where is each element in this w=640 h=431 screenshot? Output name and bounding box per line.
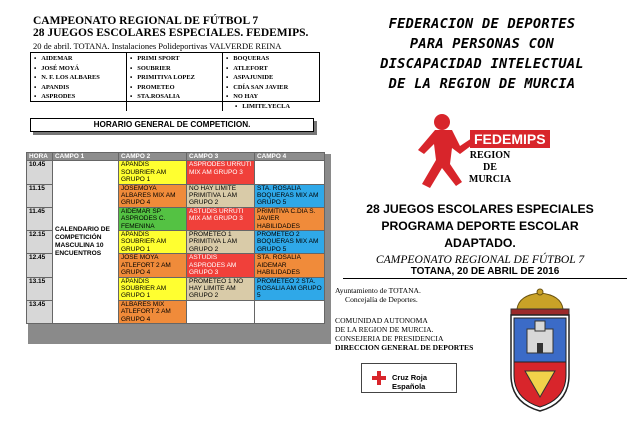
schedule-header-row: [27, 153, 325, 161]
col-header-campo4: CAMPO 4: [255, 153, 325, 161]
team-item: ▪ PRIMI SPORT: [130, 54, 222, 64]
region-line: DE: [483, 162, 497, 173]
match-cell: APANDIS SOUBRIER AM GRUPO 1: [119, 231, 187, 254]
organizer-ayuntamiento: [335, 286, 421, 304]
match-cell: STA. ROSALIA AIDEMAR HABILIDADES: [255, 254, 325, 277]
match-cell: ALBARES MIX ATLEFORT 2 AM GRUPO 4: [119, 300, 187, 323]
organizer-comunidad: [335, 316, 473, 352]
match-cell: PROMETEO 2 BOQUERAS MIX AM GRUPO 5: [255, 231, 325, 254]
team-item: ▪ BOQUERAS: [226, 54, 319, 64]
federation-heading-4: DE LA REGION DE MURCIA: [388, 76, 576, 92]
match-cell: ASTUDIS ASPRODES AM GRUPO 3: [187, 254, 255, 277]
championship-title: CAMPEONATO REGIONAL DE FÚTBOL 7: [375, 253, 585, 266]
hour-cell: 12.45: [27, 254, 53, 277]
left-title-2: 28 JUEGOS ESCOLARES ESPECIALES. FEDEMIPS.: [33, 27, 309, 39]
match-cell: STA. ROSALIA BOQUERAS MIX AM GRUPO 5: [255, 184, 325, 207]
totana-coat-of-arms-icon: [505, 287, 575, 413]
schedule-header: HORARIO GENERAL DE COMPETICION.: [30, 118, 314, 132]
team-item: ▪ APANDIS: [34, 83, 126, 93]
match-cell: APANDIS SOUBRIER AM GRUPO 1: [119, 161, 187, 184]
federation-heading-2: PARA PERSONAS CON: [409, 36, 555, 52]
team-item: ▪ JOSÉ MOYÁ: [34, 64, 126, 74]
event-date: TOTANA, 20 DE ABRIL DE 2016: [343, 266, 627, 279]
hour-cell: 11.15: [27, 184, 53, 207]
team-item: ▪ CDÍA SAN JAVIER: [226, 83, 319, 93]
federation-heading-1: FEDERACION DE DEPORTES: [388, 16, 576, 32]
match-cell: [255, 161, 325, 184]
teams-column-2: [127, 53, 223, 111]
match-cell: ASTUDIS URRUTI MIX AM GRUPO 3: [187, 207, 255, 230]
match-cell: APANDIS SOUBRIER AM GRUPO 1: [119, 277, 187, 300]
hour-cell: 13.15: [27, 277, 53, 300]
match-cell: JOSE MOYA ATLEFORT 2 AM GRUPO 4: [119, 254, 187, 277]
team-item: ▪ ASPAJUNIDE: [226, 73, 319, 83]
organizer-line: Concejalía de Deportes.: [345, 295, 418, 304]
region-line: REGION: [469, 150, 511, 161]
hour-cell: 12.15: [27, 231, 53, 254]
organizer-line: DIRECCION GENERAL DE DEPORTES: [335, 343, 474, 352]
team-item: ▪ NO HAY: [226, 92, 319, 102]
match-cell: [187, 300, 255, 323]
organizer-line: COMUNIDAD AUTONOMA: [335, 316, 428, 325]
team-item: ▪ PROMETEO: [130, 83, 222, 93]
organizer-line: CONSEJERIA DE PRESIDENCIA: [335, 334, 444, 343]
col-header-campo3: CAMPO 3: [187, 153, 255, 161]
left-subtitle: 20 de abril. TOTANA. Instalaciones Polideportivas VALVERDE REINA: [33, 41, 282, 51]
fedemips-wordmark: FEDEMIPS: [470, 130, 550, 148]
red-cross-logo: [361, 363, 457, 393]
hour-cell: 10.45: [27, 161, 53, 184]
match-cell: [255, 300, 325, 323]
left-title-1: CAMPEONATO REGIONAL DE FÚTBOL 7: [33, 15, 259, 27]
team-item: ▪ STA.ROSALIA: [130, 92, 222, 102]
teams-column-3: [223, 53, 319, 111]
team-item: ▪ AIDEMAR: [34, 54, 126, 64]
match-cell: NO HAY LIMITE PRIMITIVA L AM GRUPO 2: [187, 184, 255, 207]
team-item: ▪ ATLEFORT: [226, 64, 319, 74]
match-cell: PROMETEO 1 NO HAY LIMITE AM GRUPO 2: [187, 277, 255, 300]
teams-column-1: [31, 53, 127, 111]
hour-cell: 11.45: [27, 207, 53, 230]
campo1-cell: CALENDARIO DE COMPETICIÓN MASCULINA 10 ENCUENTROS: [53, 161, 119, 324]
federation-heading-3: DISCAPACIDAD INTELECTUAL: [380, 56, 584, 72]
col-header-campo1: CAMPO 1: [53, 153, 119, 161]
red-cross-label: Cruz Roja Española: [392, 373, 428, 391]
team-item: ▪ PRIMITIVA LOPEZ: [130, 73, 222, 83]
match-cell: AIDEMAR SP ASPRODES C. FEMENINA: [119, 207, 187, 230]
schedule-table: [26, 152, 325, 324]
organizer-line: Ayuntamiento de TOTANA.: [335, 286, 421, 295]
team-item: ▪ ASPRODES: [34, 92, 126, 102]
match-cell: PROMETEO 1 PRIMITIVA L AM GRUPO 2: [187, 231, 255, 254]
col-header-hora: HORA: [27, 153, 53, 161]
team-item: ▪ N. F. LOS ALBARES: [34, 73, 126, 83]
event-title-3: ADAPTADO.: [444, 236, 516, 250]
organizer-line: DE LA REGION DE MURCIA.: [335, 325, 434, 334]
match-cell: PROMETEO 2 STA. ROSALIA AM GRUPO 5: [255, 277, 325, 300]
event-title-2: PROGRAMA DEPORTE ESCOLAR: [381, 219, 579, 233]
match-cell: ASPRODES URRUTI MIX AM GRUPO 3: [187, 161, 255, 184]
match-cell: PRIMITIVA C.DIA S. JAVIER HABILIDADES: [255, 207, 325, 230]
match-cell: JOSEMOYA ALBARES MIX AM GRUPO 4: [119, 184, 187, 207]
col-header-campo2: CAMPO 2: [119, 153, 187, 161]
teams-box: [30, 52, 320, 110]
hour-cell: 13.45: [27, 300, 53, 323]
event-title-1: 28 JUEGOS ESCOLARES ESPECIALES: [366, 202, 594, 216]
team-item: ▪ SOUBRIER: [130, 64, 222, 74]
region-label: [450, 150, 530, 186]
schedule-row: [27, 161, 325, 184]
red-cross-icon: [372, 371, 386, 385]
region-line: MURCIA: [468, 174, 512, 185]
team-item: ▪ LIMITE.YECLA: [226, 102, 319, 112]
